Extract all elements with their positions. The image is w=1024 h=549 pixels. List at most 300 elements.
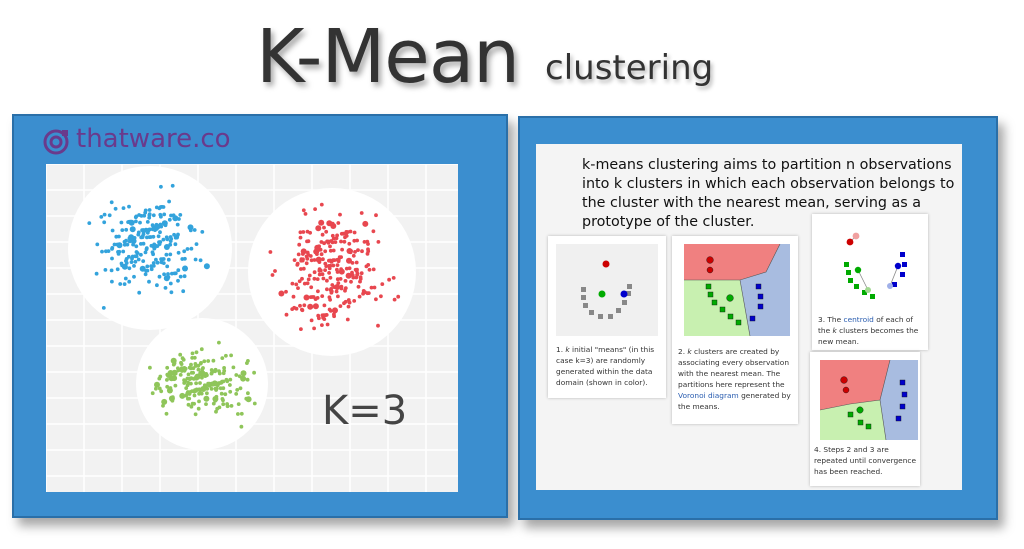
scatter-point <box>190 371 194 375</box>
scatter-point <box>246 378 250 382</box>
scatter-point <box>162 238 166 242</box>
scatter-point <box>104 268 108 272</box>
scatter-point <box>215 395 219 399</box>
scatter-point <box>195 350 199 354</box>
scatter-point <box>180 367 184 371</box>
scatter-point <box>186 247 190 251</box>
scatter-point <box>181 289 185 293</box>
scatter-point <box>331 222 335 226</box>
scatter-point <box>189 363 193 367</box>
scatter-point <box>313 277 317 281</box>
scatter-point <box>320 252 324 256</box>
scatter-point <box>312 327 316 331</box>
scatter-point <box>325 287 329 291</box>
scatter-point <box>151 250 155 254</box>
scatter-point <box>252 371 256 375</box>
cluster-region-red <box>248 188 416 356</box>
scatter-point <box>115 243 119 247</box>
scatter-point <box>315 225 321 231</box>
scatter-point <box>225 402 229 406</box>
page-subtitle: clustering <box>545 48 714 88</box>
scatter-point <box>374 213 378 217</box>
scatter-point <box>110 257 114 261</box>
scatter-point <box>179 361 183 365</box>
scatter-point <box>178 353 182 357</box>
scatter-point <box>329 276 333 280</box>
cluster-scatter-plot <box>46 164 458 492</box>
scatter-point <box>339 240 343 244</box>
scatter-point <box>213 399 217 403</box>
scatter-point <box>197 392 201 396</box>
scatter-point <box>170 272 174 276</box>
scatter-point <box>128 234 134 240</box>
scatter-point <box>165 366 169 370</box>
scatter-point <box>234 373 238 377</box>
step-1-diagram <box>556 244 658 336</box>
scatter-point <box>103 213 107 217</box>
scatter-point <box>335 290 339 294</box>
scatter-point <box>169 214 173 218</box>
scatter-point <box>353 231 357 235</box>
scatter-point <box>174 372 178 376</box>
scatter-point <box>124 277 128 281</box>
step-4-caption: 4. Steps 2 and 3 are repeated until convergence has been reached. <box>814 445 917 476</box>
scatter-point <box>352 239 356 243</box>
scatter-point <box>321 233 325 237</box>
scatter-point <box>329 287 333 291</box>
scatter-point <box>176 366 180 370</box>
scatter-point <box>219 386 223 390</box>
scatter-point <box>323 262 327 266</box>
scatter-point <box>352 299 356 303</box>
scatter-point <box>328 295 332 299</box>
scatter-point <box>222 366 226 370</box>
scatter-point <box>232 366 236 370</box>
scatter-point <box>393 298 397 302</box>
scatter-point <box>372 268 376 272</box>
scatter-point <box>136 233 140 237</box>
scatter-point <box>197 407 201 411</box>
scatter-point <box>149 264 153 268</box>
scatter-point <box>162 272 166 276</box>
scatter-point <box>331 241 335 245</box>
scatter-point <box>120 228 124 232</box>
scatter-point <box>285 313 289 317</box>
scatter-point <box>218 406 222 410</box>
scatter-point <box>200 376 204 380</box>
scatter-point <box>374 297 378 301</box>
scatter-point <box>328 245 332 249</box>
scatter-point <box>165 265 169 269</box>
scatter-point <box>140 266 146 272</box>
scatter-point <box>200 347 204 351</box>
scatter-point <box>189 382 193 386</box>
scatter-point <box>228 390 232 394</box>
scatter-point <box>224 354 228 358</box>
scatter-point <box>303 282 307 286</box>
scatter-point <box>176 223 180 227</box>
scatter-point <box>360 271 364 275</box>
scatter-point <box>212 359 216 363</box>
scatter-point <box>136 251 140 255</box>
scatter-point <box>292 295 296 299</box>
scatter-point <box>308 274 312 278</box>
scatter-point <box>168 218 172 222</box>
scatter-point <box>305 240 309 244</box>
scatter-point <box>299 236 303 240</box>
scatter-point <box>294 283 298 287</box>
scatter-point <box>198 381 202 385</box>
scatter-point <box>206 382 210 386</box>
scatter-point <box>316 314 320 318</box>
scatter-point <box>104 249 108 253</box>
scatter-point <box>304 295 310 301</box>
scatter-point <box>344 300 348 304</box>
scatter-point <box>171 184 175 188</box>
scatter-point <box>300 277 304 281</box>
scatter-point <box>192 402 196 406</box>
scatter-point <box>240 376 246 382</box>
scatter-point <box>240 412 244 416</box>
scatter-point <box>338 213 342 217</box>
scatter-point <box>392 276 396 280</box>
scatter-point <box>284 290 288 294</box>
scatter-point <box>102 306 106 310</box>
scatter-point <box>122 206 126 210</box>
scatter-point <box>339 304 343 308</box>
scatter-point <box>124 239 128 243</box>
scatter-point <box>114 235 118 239</box>
scatter-point <box>346 258 352 264</box>
scatter-point <box>176 279 180 283</box>
scatter-point <box>310 258 314 262</box>
scatter-point <box>188 224 194 230</box>
scatter-point <box>347 305 351 309</box>
scatter-point <box>212 380 218 386</box>
scatter-point <box>234 392 238 396</box>
cluster-region-blue <box>68 166 232 330</box>
scatter-point <box>210 387 214 391</box>
scatter-point <box>299 267 303 271</box>
scatter-point <box>176 233 180 237</box>
scatter-point <box>301 257 305 261</box>
scatter-point <box>373 286 377 290</box>
scatter-point <box>169 239 173 243</box>
scatter-point <box>302 303 306 307</box>
scatter-point <box>148 212 152 216</box>
scatter-point <box>140 214 144 218</box>
scatter-point <box>95 272 99 276</box>
scatter-point <box>199 258 203 262</box>
scatter-point <box>214 387 218 391</box>
scatter-point <box>161 399 167 405</box>
scatter-point <box>157 234 161 238</box>
scatter-point <box>95 243 99 247</box>
scatter-point <box>326 323 330 327</box>
scatter-point <box>352 254 356 258</box>
scatter-point <box>120 221 124 225</box>
scatter-point <box>186 383 190 387</box>
scatter-point <box>167 388 173 394</box>
description-text: k-means clustering aims to partition n observations into k clusters in which each observation belongs to the cluster with the nearest mean, serving as a prototype of the cluster. <box>582 157 955 230</box>
scatter-point <box>362 221 368 227</box>
scatter-point <box>184 266 188 270</box>
scatter-point <box>309 285 313 289</box>
scatter-point <box>130 226 136 232</box>
scatter-point <box>355 269 359 273</box>
scatter-point <box>201 366 205 370</box>
scatter-point <box>187 373 191 377</box>
scatter-point <box>343 240 347 244</box>
scatter-point <box>151 223 155 227</box>
scatter-point <box>176 268 180 272</box>
scatter-point <box>126 220 130 224</box>
scatter-point <box>134 215 138 219</box>
scatter-point <box>316 289 320 293</box>
scatter-point <box>131 255 135 259</box>
scatter-point <box>202 359 206 363</box>
scatter-point <box>353 250 357 254</box>
scatter-point <box>210 368 214 372</box>
page-title: K-Mean <box>256 14 520 100</box>
scatter-point <box>223 392 227 396</box>
scatter-point <box>168 243 172 247</box>
scatter-point <box>147 228 151 232</box>
scatter-point <box>167 200 171 204</box>
scatter-point <box>358 295 362 299</box>
scatter-point <box>170 290 174 294</box>
scatter-point <box>349 280 353 284</box>
scatter-point <box>194 258 198 262</box>
scatter-point <box>323 249 327 253</box>
scatter-point <box>197 400 201 404</box>
scatter-point <box>307 304 313 310</box>
scatter-point <box>144 272 148 276</box>
scatter-point <box>366 249 370 253</box>
scatter-point <box>308 231 312 235</box>
scatter-point <box>186 397 190 401</box>
scatter-point <box>182 358 186 362</box>
step-2-caption: 2. k clusters are created by associating every observation with the nearest mean. The partitions here represent the Voronoi diagram generated by the means. <box>678 347 791 411</box>
scatter-point <box>336 263 340 267</box>
scatter-panel <box>12 114 508 518</box>
scatter-point <box>204 263 210 269</box>
scatter-point <box>165 412 169 416</box>
scatter-point <box>360 249 364 253</box>
scatter-point <box>218 372 222 376</box>
scatter-point <box>299 230 303 234</box>
scatter-point <box>330 260 334 264</box>
scatter-point <box>167 372 171 376</box>
scatter-point <box>165 378 169 382</box>
scatter-point <box>158 213 162 217</box>
scatter-point <box>339 267 343 271</box>
scatter-point <box>204 402 208 406</box>
scatter-point <box>139 242 143 246</box>
scatter-point <box>296 262 300 266</box>
scatter-point <box>146 220 150 224</box>
scatter-point <box>100 250 104 254</box>
scatter-point <box>269 250 273 254</box>
scatter-point <box>143 211 147 215</box>
scatter-point <box>336 221 340 225</box>
scatter-point <box>190 247 194 251</box>
scatter-point <box>235 388 239 392</box>
scatter-point <box>318 220 324 226</box>
scatter-point <box>298 304 302 308</box>
scatter-point <box>217 341 221 345</box>
scatter-point <box>363 240 367 244</box>
scatter-point <box>173 361 177 365</box>
scatter-point <box>322 241 326 245</box>
step-2-card <box>672 236 798 424</box>
scatter-point <box>312 295 316 299</box>
scatter-point <box>327 240 331 244</box>
scatter-point <box>87 221 91 225</box>
scatter-point <box>148 208 152 212</box>
scatter-point <box>167 258 171 262</box>
scatter-point <box>155 283 159 287</box>
scatter-point <box>302 208 306 212</box>
step-4-diagram <box>820 360 918 440</box>
scatter-point <box>157 206 161 210</box>
scatter-point <box>206 359 210 363</box>
scatter-point <box>179 373 183 377</box>
scatter-point <box>329 249 333 253</box>
step-1-caption: 1. k initial "means" (in this case k=3) are randomly generated within the data domain (shown in color). <box>556 345 655 387</box>
scatter-point <box>324 313 328 317</box>
scatter-point <box>221 397 225 401</box>
scatter-point <box>166 272 170 276</box>
scatter-point <box>195 388 199 392</box>
scatter-point <box>118 282 122 286</box>
scatter-point <box>340 287 344 291</box>
scatter-point <box>182 249 186 253</box>
scatter-point <box>141 229 145 233</box>
scatter-point <box>236 412 240 416</box>
scatter-point <box>332 314 336 318</box>
scatter-point <box>301 308 305 312</box>
scatter-point <box>145 246 149 250</box>
scatter-point <box>158 230 162 234</box>
scatter-point <box>124 228 128 232</box>
scatter-point <box>323 304 327 308</box>
scatter-point <box>151 391 155 395</box>
scatter-point <box>132 275 136 279</box>
scatter-point <box>340 232 344 236</box>
centroid-link[interactable]: centroid <box>843 315 874 324</box>
scatter-point <box>145 236 149 240</box>
scatter-point <box>195 242 199 246</box>
scatter-point <box>137 291 141 295</box>
scatter-point <box>108 213 112 217</box>
scatter-point <box>162 220 168 226</box>
scatter-point <box>346 273 352 279</box>
scatter-point <box>169 282 173 286</box>
scatter-point <box>368 268 372 272</box>
scatter-point <box>325 279 329 283</box>
step-3-diagram <box>820 222 920 312</box>
scatter-point <box>317 244 321 248</box>
scatter-point <box>159 185 163 189</box>
scatter-point <box>344 279 348 283</box>
step-1-card <box>548 236 666 398</box>
scatter-point <box>194 412 198 416</box>
scatter-point <box>291 282 295 286</box>
scatter-point <box>316 257 322 263</box>
scatter-point <box>387 278 391 282</box>
scatter-point <box>366 263 370 267</box>
scatter-point <box>318 273 322 277</box>
scatter-point <box>372 229 376 233</box>
scatter-point <box>396 295 400 299</box>
scatter-point <box>178 213 182 217</box>
scatter-point <box>168 376 172 380</box>
scatter-point <box>220 392 224 396</box>
scatter-point <box>229 354 233 358</box>
scatter-point <box>164 286 168 290</box>
scatter-point <box>301 248 307 254</box>
scatter-point <box>116 267 120 271</box>
scatter-point <box>332 307 338 313</box>
scatter-point <box>154 387 158 391</box>
scatter-point <box>246 391 250 395</box>
scatter-point <box>202 372 206 376</box>
scatter-point <box>158 375 162 379</box>
scatter-point <box>102 220 106 224</box>
scatter-point <box>203 396 209 402</box>
scatter-point <box>161 404 165 408</box>
scatter-point <box>357 285 361 289</box>
scatter-point <box>340 248 344 252</box>
scatter-point <box>127 205 131 209</box>
scatter-point <box>158 387 162 391</box>
scatter-point <box>322 317 326 321</box>
scatter-point <box>273 269 277 273</box>
scatter-point <box>239 386 243 390</box>
scatter-point <box>169 235 173 239</box>
scatter-point <box>336 295 340 299</box>
voronoi-diagram-link[interactable]: Voronoi diagram <box>678 391 739 400</box>
scatter-point <box>193 394 197 398</box>
scatter-point <box>193 228 197 232</box>
scatter-point <box>322 277 326 281</box>
step-2-diagram <box>684 244 790 336</box>
scatter-point <box>359 277 363 281</box>
thatware-logo-icon <box>42 128 70 156</box>
step-3-caption: 3. The centroid of each of the k clusters becomes the new mean. <box>818 315 919 346</box>
scatter-point <box>346 318 350 322</box>
scatter-point <box>200 230 204 234</box>
scatter-point <box>316 296 320 300</box>
scatter-point <box>147 216 151 220</box>
scatter-point <box>114 207 118 211</box>
scatter-point <box>313 207 317 211</box>
scatter-point <box>131 243 135 247</box>
scatter-point <box>380 282 384 286</box>
scatter-point <box>147 280 151 284</box>
scatter-point <box>152 261 156 265</box>
scatter-point <box>318 269 322 273</box>
scatter-point <box>186 390 190 394</box>
scatter-point <box>138 221 142 225</box>
scatter-point <box>334 284 340 290</box>
scatter-point <box>297 243 301 247</box>
scatter-point <box>188 377 192 381</box>
scatter-point <box>346 230 350 234</box>
scatter-point <box>322 226 326 230</box>
scatter-point <box>141 259 145 263</box>
